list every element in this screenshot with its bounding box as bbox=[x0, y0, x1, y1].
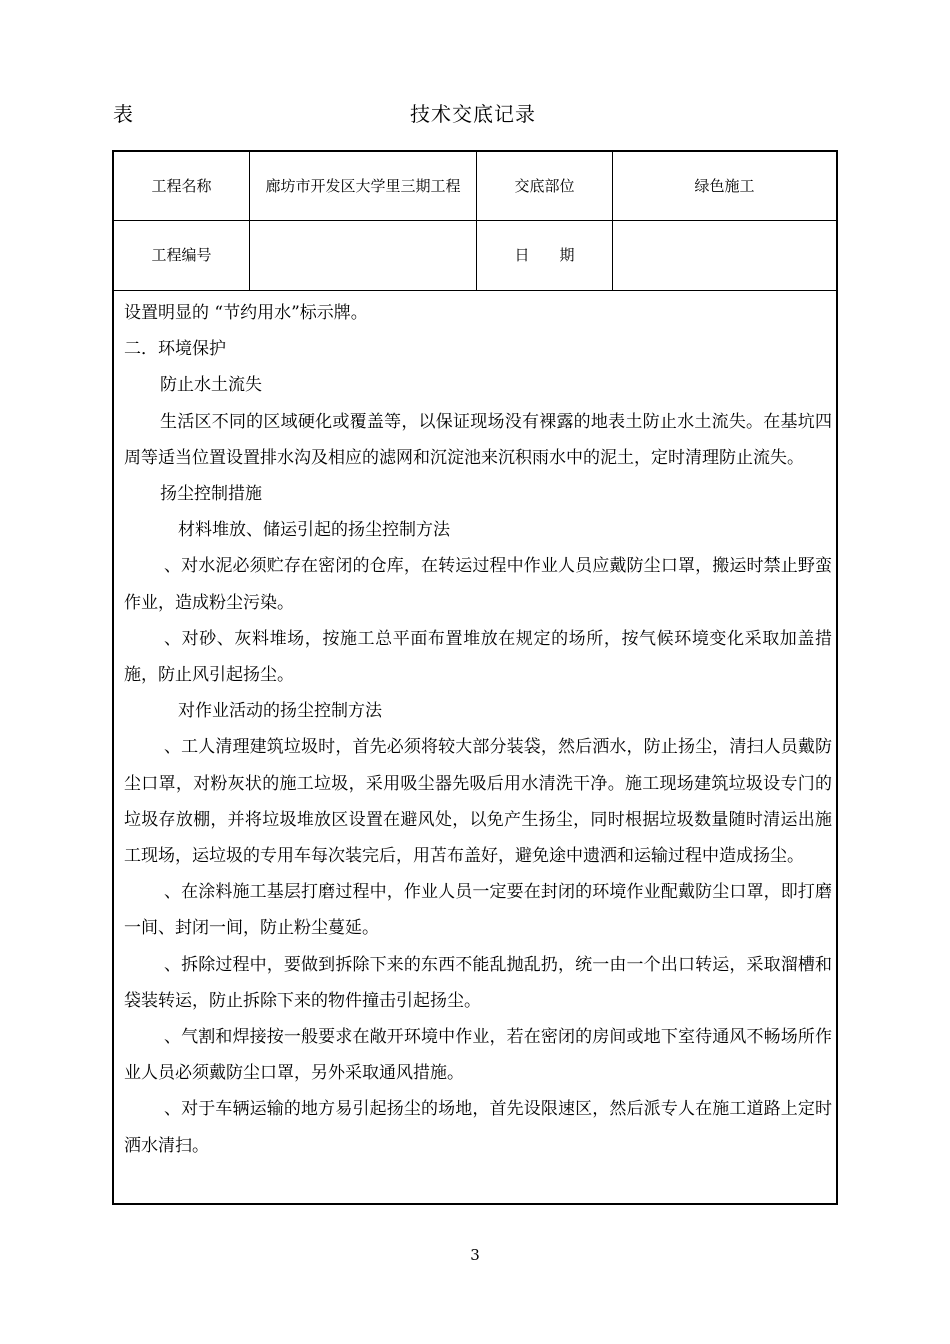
paragraph: 生活区不同的区域硬化或覆盖等，以保证现场没有裸露的地表土防止水土流失。在基坑四周等适当位置设置排水沟及相应的滤网和沉淀池来沉积雨水中的泥土，定时清理防止流失。 bbox=[124, 411, 832, 468]
project-number-label: 工程编号 bbox=[151, 246, 212, 264]
list-item: 、在涂料施工基层打磨过程中，作业人员一定要在封闭的环境作业配戴防尘口罩，即打磨一间、封闭一间，防止粉尘蔓延。 bbox=[124, 882, 832, 939]
list-item: 、对水泥必须贮存在密闭的仓库，在转运过程中作业人员应戴防尘口罩，搬运时禁止野蛮作业，造成粉尘污染。 bbox=[124, 556, 832, 613]
project-name-value: 廊坊市开发区大学里三期工程 bbox=[265, 176, 461, 195]
handover-section-value: 绿色施工 bbox=[694, 176, 755, 195]
project-name-label: 工程名称 bbox=[151, 176, 212, 195]
page-number: 3 bbox=[470, 1246, 480, 1264]
project-number-value bbox=[250, 221, 476, 290]
list-item: 、工人清理建筑垃圾时，首先必须将较大部分装袋，然后洒水，防止扬尘，清扫人员戴防尘口罩，对粉灰状的施工垃圾，采用吸尘器先吸后用水清洗干净。施工现场建筑垃圾设专门的垃圾存放棚，并将垃圾堆放区设置在避风处，以免产生扬尘，同时根据垃圾数量随时清运出施工现场，运垃圾的专用车每次装完后，用苫布盖好，避免途中遗洒和运输过程中造成扬尘。 bbox=[124, 737, 832, 867]
subsection-heading: 对作业活动的扬尘控制方法 bbox=[178, 701, 382, 722]
list-item: 、对于车辆运输的地方易引起扬尘的场地，首先设限速区，然后派专人在施工道路上定时洒水清扫。 bbox=[124, 1099, 832, 1156]
date-value bbox=[613, 221, 836, 290]
subsection-heading: 扬尘控制措施 bbox=[160, 484, 262, 505]
handover-content bbox=[124, 295, 832, 1164]
list-item: 、拆除过程中，要做到拆除下来的东西不能乱抛乱扔，统一由一个出口转运，采取溜槽和袋装转运，防止拆除下来的物件撞击引起扬尘。 bbox=[124, 954, 832, 1011]
paragraph: 设置明显的 “节约用水”标示牌。 bbox=[124, 303, 368, 323]
form-prefix-label: 表 bbox=[113, 102, 133, 126]
list-item: 、对砂、灰料堆场，按施工总平面布置堆放在规定的场所，按气候环境变化采取加盖措施，防止风引起扬尘。 bbox=[124, 628, 832, 686]
record-table bbox=[112, 150, 838, 1205]
section-heading: 二．环境保护 bbox=[124, 339, 226, 360]
row-divider bbox=[114, 290, 836, 291]
date-label: 日 期 bbox=[514, 246, 575, 264]
subsection-heading: 防止水土流失 bbox=[160, 375, 262, 396]
list-item: 、气割和焊接按一般要求在敞开环境中作业，若在密闭的房间或地下室待通风不畅场所作业人员必须戴防尘口罩，另外采取通风措施。 bbox=[124, 1027, 832, 1084]
document-title: 技术交底记录 bbox=[410, 102, 536, 126]
subsection-heading: 材料堆放、储运引起的扬尘控制方法 bbox=[178, 520, 450, 541]
handover-section-label: 交底部位 bbox=[514, 176, 575, 195]
